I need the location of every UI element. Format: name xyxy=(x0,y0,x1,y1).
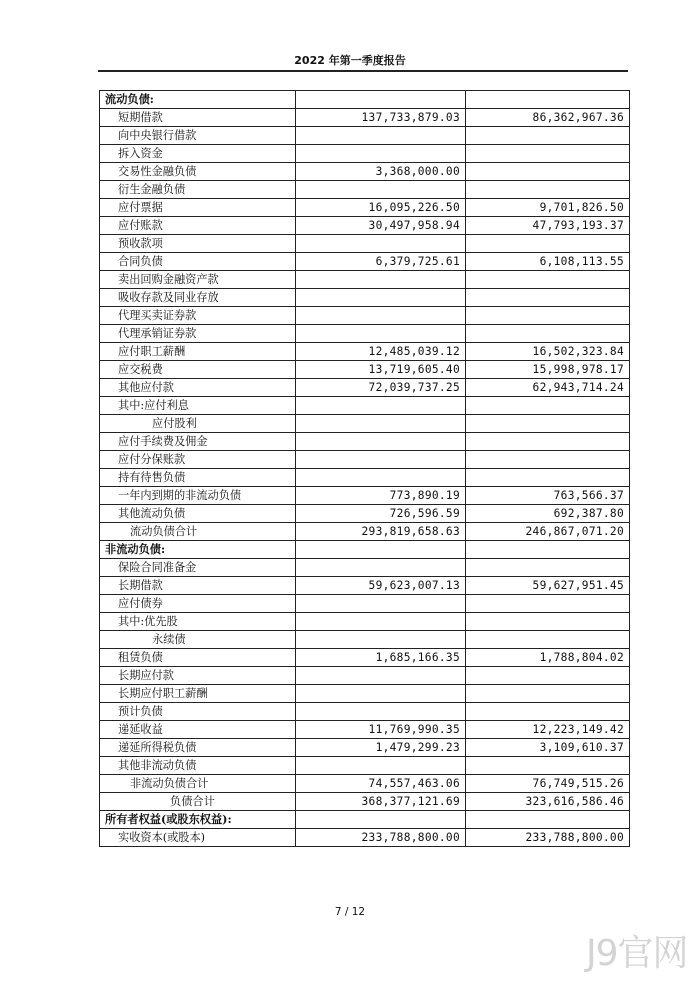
prior-period-value xyxy=(466,91,630,109)
row-label: 其中:应付利息 xyxy=(100,397,296,415)
prior-period-value: 323,616,586.46 xyxy=(466,793,630,811)
prior-period-value xyxy=(466,451,630,469)
current-period-value xyxy=(296,415,466,433)
current-period-value: 726,596.59 xyxy=(296,505,466,523)
row-label: 应付债券 xyxy=(100,595,296,613)
prior-period-value: 692,387.80 xyxy=(466,505,630,523)
current-period-value: 233,788,800.00 xyxy=(296,829,466,847)
table-row xyxy=(100,325,630,343)
prior-period-value: 62,943,714.24 xyxy=(466,379,630,397)
row-label: 衍生金融负债 xyxy=(100,181,296,199)
table-row xyxy=(100,127,630,145)
row-label: 其中:优先股 xyxy=(100,613,296,631)
row-label: 长期应付职工薪酬 xyxy=(100,685,296,703)
current-period-value: 368,377,121.69 xyxy=(296,793,466,811)
row-label: 预收款项 xyxy=(100,235,296,253)
prior-period-value xyxy=(466,541,630,559)
row-label: 拆入资金 xyxy=(100,145,296,163)
header-divider xyxy=(98,70,628,72)
current-period-value xyxy=(296,613,466,631)
table-row xyxy=(100,271,630,289)
row-label: 流动负债合计 xyxy=(100,523,296,541)
table-row xyxy=(100,703,630,721)
current-period-value xyxy=(296,127,466,145)
table-row xyxy=(100,181,630,199)
table-row xyxy=(100,199,630,217)
table-row xyxy=(100,253,630,271)
prior-period-value: 59,627,951.45 xyxy=(466,577,630,595)
prior-period-value xyxy=(466,307,630,325)
row-label: 应付手续费及佣金 xyxy=(100,433,296,451)
current-period-value: 59,623,007.13 xyxy=(296,577,466,595)
current-period-value: 30,497,958.94 xyxy=(296,217,466,235)
prior-period-value xyxy=(466,181,630,199)
current-period-value xyxy=(296,325,466,343)
row-label: 应付票据 xyxy=(100,199,296,217)
prior-period-value: 9,701,826.50 xyxy=(466,199,630,217)
prior-period-value xyxy=(466,595,630,613)
row-label: 租赁负债 xyxy=(100,649,296,667)
prior-period-value xyxy=(466,325,630,343)
current-period-value: 773,890.19 xyxy=(296,487,466,505)
row-label: 代理承销证券款 xyxy=(100,325,296,343)
current-period-value xyxy=(296,469,466,487)
prior-period-value xyxy=(466,163,630,181)
row-label: 应交税费 xyxy=(100,361,296,379)
row-label: 所有者权益(或股东权益): xyxy=(100,811,296,829)
row-label: 持有待售负债 xyxy=(100,469,296,487)
table-row xyxy=(100,577,630,595)
current-period-value xyxy=(296,433,466,451)
prior-period-value xyxy=(466,415,630,433)
row-label: 应付账款 xyxy=(100,217,296,235)
table-row xyxy=(100,541,630,559)
table-row xyxy=(100,307,630,325)
row-label: 预计负债 xyxy=(100,703,296,721)
current-period-value xyxy=(296,667,466,685)
row-label: 非流动负债合计 xyxy=(100,775,296,793)
prior-period-value xyxy=(466,397,630,415)
table-row xyxy=(100,397,630,415)
row-label: 应付职工薪酬 xyxy=(100,343,296,361)
current-period-value xyxy=(296,559,466,577)
current-period-value xyxy=(296,91,466,109)
prior-period-value xyxy=(466,685,630,703)
prior-period-value: 16,502,323.84 xyxy=(466,343,630,361)
current-period-value: 1,685,166.35 xyxy=(296,649,466,667)
prior-period-value xyxy=(466,811,630,829)
row-label: 递延收益 xyxy=(100,721,296,739)
table-row xyxy=(100,379,630,397)
current-period-value: 11,769,990.35 xyxy=(296,721,466,739)
prior-period-value xyxy=(466,145,630,163)
prior-period-value xyxy=(466,235,630,253)
prior-period-value: 76,749,515.26 xyxy=(466,775,630,793)
table-row xyxy=(100,775,630,793)
prior-period-value: 1,788,804.02 xyxy=(466,649,630,667)
table-row xyxy=(100,613,630,631)
current-period-value xyxy=(296,811,466,829)
table-row xyxy=(100,631,630,649)
balance-sheet-table xyxy=(99,90,630,847)
table-row xyxy=(100,451,630,469)
row-label: 长期借款 xyxy=(100,577,296,595)
prior-period-value: 3,109,610.37 xyxy=(466,739,630,757)
row-label: 一年内到期的非流动负债 xyxy=(100,487,296,505)
row-label: 应付股利 xyxy=(100,415,296,433)
table-row xyxy=(100,91,630,109)
row-label: 其他流动负债 xyxy=(100,505,296,523)
row-label: 交易性金融负债 xyxy=(100,163,296,181)
prior-period-value xyxy=(466,469,630,487)
page-number: 7 / 12 xyxy=(334,906,366,918)
row-label: 应付分保账款 xyxy=(100,451,296,469)
current-period-value xyxy=(296,703,466,721)
current-period-value xyxy=(296,541,466,559)
prior-period-value: 246,867,071.20 xyxy=(466,523,630,541)
current-period-value xyxy=(296,451,466,469)
row-label: 负债合计 xyxy=(100,793,296,811)
current-period-value xyxy=(296,307,466,325)
row-label: 吸收存款及同业存放 xyxy=(100,289,296,307)
current-period-value: 12,485,039.12 xyxy=(296,343,466,361)
current-period-value xyxy=(296,685,466,703)
table-row xyxy=(100,649,630,667)
table-row xyxy=(100,289,630,307)
current-period-value xyxy=(296,235,466,253)
table-row xyxy=(100,811,630,829)
table-row xyxy=(100,505,630,523)
prior-period-value xyxy=(466,271,630,289)
table-row xyxy=(100,667,630,685)
table-row xyxy=(100,793,630,811)
prior-period-value xyxy=(466,559,630,577)
prior-period-value xyxy=(466,757,630,775)
row-label: 代理买卖证券款 xyxy=(100,307,296,325)
current-period-value: 3,368,000.00 xyxy=(296,163,466,181)
prior-period-value xyxy=(466,613,630,631)
row-label: 保险合同准备金 xyxy=(100,559,296,577)
prior-period-value xyxy=(466,703,630,721)
row-label: 实收资本(或股本) xyxy=(100,829,296,847)
row-label: 合同负债 xyxy=(100,253,296,271)
table-row xyxy=(100,163,630,181)
prior-period-value: 86,362,967.36 xyxy=(466,109,630,127)
table-row xyxy=(100,469,630,487)
row-label: 永续债 xyxy=(100,631,296,649)
row-label: 向中央银行借款 xyxy=(100,127,296,145)
row-label: 卖出回购金融资产款 xyxy=(100,271,296,289)
table-row xyxy=(100,235,630,253)
prior-period-value xyxy=(466,631,630,649)
current-period-value xyxy=(296,181,466,199)
prior-period-value xyxy=(466,127,630,145)
table-row xyxy=(100,433,630,451)
prior-period-value: 47,793,193.37 xyxy=(466,217,630,235)
current-period-value: 13,719,605.40 xyxy=(296,361,466,379)
row-label: 长期应付款 xyxy=(100,667,296,685)
current-period-value: 6,379,725.61 xyxy=(296,253,466,271)
current-period-value: 1,479,299.23 xyxy=(296,739,466,757)
table-row xyxy=(100,559,630,577)
current-period-value xyxy=(296,271,466,289)
table-row xyxy=(100,721,630,739)
watermark: J9官网 xyxy=(586,933,688,974)
current-period-value xyxy=(296,595,466,613)
prior-period-value: 233,788,800.00 xyxy=(466,829,630,847)
current-period-value: 74,557,463.06 xyxy=(296,775,466,793)
prior-period-value: 763,566.37 xyxy=(466,487,630,505)
table-row xyxy=(100,757,630,775)
prior-period-value xyxy=(466,667,630,685)
current-period-value: 72,039,737.25 xyxy=(296,379,466,397)
table-row xyxy=(100,487,630,505)
current-period-value xyxy=(296,145,466,163)
prior-period-value: 12,223,149.42 xyxy=(466,721,630,739)
prior-period-value: 6,108,113.55 xyxy=(466,253,630,271)
row-label: 其他应付款 xyxy=(100,379,296,397)
current-period-value: 293,819,658.63 xyxy=(296,523,466,541)
current-period-value xyxy=(296,757,466,775)
prior-period-value xyxy=(466,433,630,451)
table-row xyxy=(100,109,630,127)
current-period-value xyxy=(296,397,466,415)
table-row xyxy=(100,361,630,379)
table-row xyxy=(100,739,630,757)
prior-period-value xyxy=(466,289,630,307)
current-period-value: 16,095,226.50 xyxy=(296,199,466,217)
current-period-value xyxy=(296,631,466,649)
table-row xyxy=(100,685,630,703)
report-title: 2022 年第一季度报告 xyxy=(294,54,406,67)
balance-sheet-body xyxy=(100,91,630,847)
row-label: 非流动负债: xyxy=(100,541,296,559)
table-row xyxy=(100,217,630,235)
table-row xyxy=(100,343,630,361)
table-row xyxy=(100,145,630,163)
current-period-value: 137,733,879.03 xyxy=(296,109,466,127)
row-label: 流动负债: xyxy=(100,91,296,109)
table-row xyxy=(100,829,630,847)
prior-period-value: 15,998,978.17 xyxy=(466,361,630,379)
table-row xyxy=(100,415,630,433)
current-period-value xyxy=(296,289,466,307)
row-label: 其他非流动负债 xyxy=(100,757,296,775)
table-row xyxy=(100,523,630,541)
row-label: 递延所得税负债 xyxy=(100,739,296,757)
table-row xyxy=(100,595,630,613)
row-label: 短期借款 xyxy=(100,109,296,127)
